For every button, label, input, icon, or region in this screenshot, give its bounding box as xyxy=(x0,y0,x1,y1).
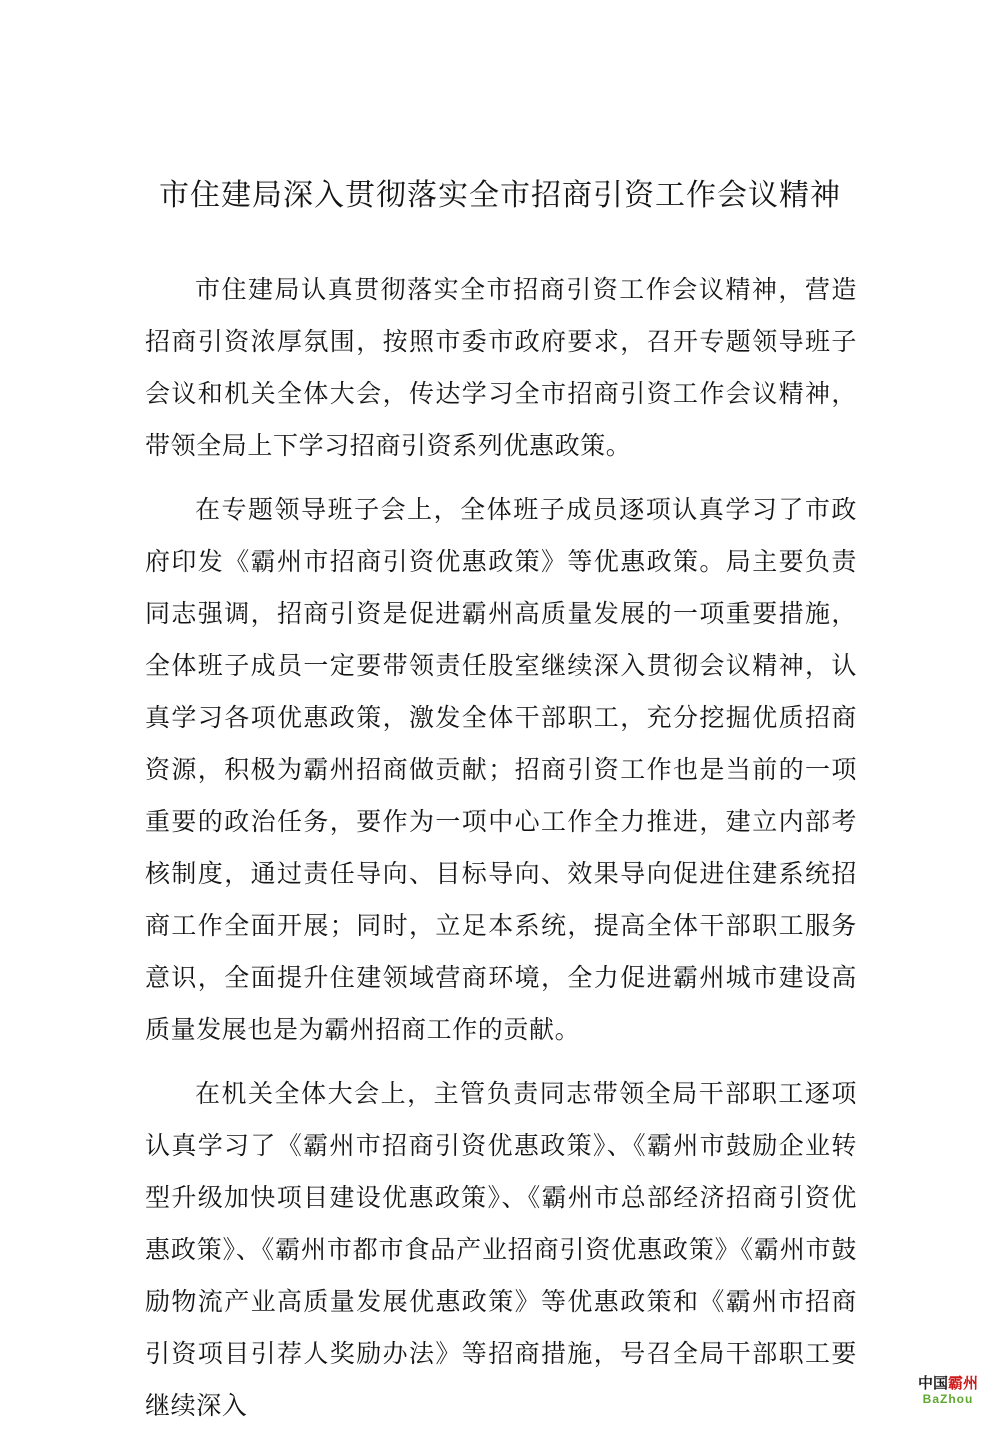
watermark-prefix: 中国 xyxy=(917,1374,948,1392)
paragraph-2: 在专题领导班子会上，全体班子成员逐项认真学习了市政府印发《霸州市招商引资优惠政策》等优惠政策。局主要负责同志强调，招商引资是促进霸州高质量发展的一项重要措施，全体班子成员一定要带领责任股室继续深入贯彻会议精神，认真学习各项优惠政策，激发全体干部职工，充分挖掘优质招商资源，积极为霸州招商做贡献；招商引资工作也是当前的一项重要的政治任务，要作为一项中心工作全力推进，建立内部考核制度，通过责任导向、目标导向、效果导向促进住建系统招商工作全面开展；同时，立足本系统，提高全体干部职工服务意识，全面提升住建领域营商环境，全力促进霸州城市建设高质量发展也是为霸州招商工作的贡献。 xyxy=(145,495,857,1044)
watermark-english-text: BaZhou xyxy=(922,1392,974,1406)
paragraph-1: 市住建局认真贯彻落实全市招商引资工作会议精神，营造招商引资浓厚氛围，按照市委市政府要求，召开专题领导班子会议和机关全体大会，传达学习全市招商引资工作会议精神，带领全局上下学习招商引资系列优惠政策。 xyxy=(145,275,857,460)
paragraph-3: 在机关全体大会上，主管负责同志带领全局干部职工逐项认真学习了《霸州市招商引资优惠政策》、《霸州市鼓励企业转型升级加快项目建设优惠政策》、《霸州市总部经济招商引资优惠政策》、《霸州市都市食品产业招商引资优惠政策》《霸州市鼓励物流产业高质量发展优惠政策》等优惠政策和《霸州市招商引资项目引荐人奖励办法》等招商措施，号召全局干部职工要继续深入 xyxy=(145,1079,857,1420)
watermark-highlight: 霸州 xyxy=(948,1374,979,1392)
watermark-chinese-text xyxy=(908,1374,988,1392)
site-watermark-logo xyxy=(908,1374,988,1406)
document-title: 市住建局深入贯彻落实全市招商引资工作会议精神 xyxy=(159,178,841,213)
document-body xyxy=(145,264,857,1444)
